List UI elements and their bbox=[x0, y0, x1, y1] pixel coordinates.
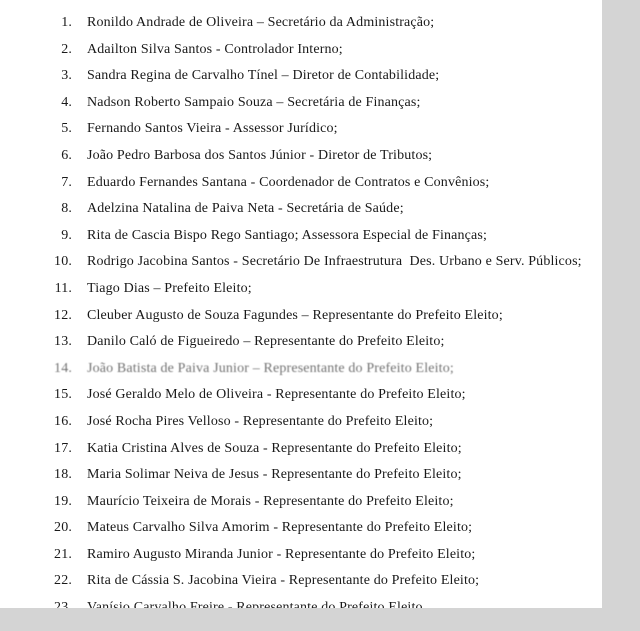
scan-edge-right bbox=[602, 0, 640, 631]
item-text: Adailton Silva Santos - Controlador Interno; bbox=[87, 41, 343, 57]
item-number: 13. bbox=[54, 334, 72, 350]
item-text: Rita de Cássia S. Jacobina Vieira - Representante do Prefeito Eleito; bbox=[87, 573, 480, 589]
item-number: 11. bbox=[54, 280, 72, 296]
item-text: Mateus Carvalho Silva Amorim - Representante do Prefeito Eleito; bbox=[87, 520, 473, 536]
item-number: 12. bbox=[54, 307, 72, 323]
item-text: Adelzina Natalina de Paiva Neta - Secretária de Saúde; bbox=[87, 201, 404, 217]
item-text: Tiago Dias – Prefeito Eleito; bbox=[87, 280, 252, 296]
item-number: 15. bbox=[54, 387, 72, 403]
item-number: 21. bbox=[54, 546, 72, 562]
list-item bbox=[44, 356, 640, 383]
item-text: Ramiro Augusto Miranda Junior - Representante do Prefeito Eleito; bbox=[87, 546, 476, 562]
item-text: Cleuber Augusto de Souza Fagundes – Representante do Prefeito Eleito; bbox=[87, 307, 503, 323]
item-number: 16. bbox=[54, 413, 72, 429]
item-number: 10. bbox=[54, 254, 72, 270]
item-number: 7. bbox=[61, 174, 72, 190]
list-item bbox=[44, 116, 640, 143]
item-text: Sandra Regina de Carvalho Tínel – Diretor de Contabilidade; bbox=[87, 68, 440, 84]
item-text: Danilo Caló de Figueiredo – Representante do Prefeito Eleito; bbox=[87, 334, 445, 350]
item-number: 18. bbox=[54, 467, 72, 483]
list-item bbox=[44, 196, 640, 223]
item-number: 19. bbox=[54, 493, 72, 509]
list-item bbox=[44, 63, 640, 90]
scan-edge-bottom bbox=[0, 608, 640, 631]
item-text: Fernando Santos Vieira - Assessor Jurídico; bbox=[87, 121, 338, 137]
item-number: 4. bbox=[61, 94, 72, 110]
item-number: 3. bbox=[61, 68, 72, 84]
item-text: Ronildo Andrade de Oliveira – Secretário da Administração; bbox=[87, 15, 435, 30]
item-number: 1. bbox=[61, 15, 72, 30]
list-item bbox=[44, 249, 640, 276]
item-text: João Batista de Paiva Junior – Representante do Prefeito Eleito; bbox=[87, 360, 454, 376]
item-number: 2. bbox=[61, 41, 72, 57]
list-item bbox=[44, 436, 640, 463]
list-item bbox=[44, 223, 640, 250]
list-item bbox=[44, 462, 640, 489]
item-number: 5. bbox=[61, 121, 72, 137]
item-text: Nadson Roberto Sampaio Souza – Secretária de Finanças; bbox=[87, 94, 421, 110]
item-text: João Pedro Barbosa dos Santos Júnior - Diretor de Tributos; bbox=[87, 147, 433, 163]
item-text: Rita de Cascia Bispo Rego Santiago; Assessora Especial de Finanças; bbox=[87, 227, 488, 243]
item-text: Katia Cristina Alves de Souza - Representante do Prefeito Eleito; bbox=[87, 440, 462, 456]
list-item bbox=[44, 489, 640, 516]
list-item bbox=[44, 37, 640, 64]
item-text: Maurício Teixeira de Morais - Representante do Prefeito Eleito; bbox=[87, 493, 454, 509]
item-text: Maria Solimar Neiva de Jesus - Representante do Prefeito Eleito; bbox=[87, 467, 462, 483]
list-item bbox=[44, 409, 640, 436]
item-number: 17. bbox=[54, 440, 72, 456]
list-item bbox=[44, 542, 640, 569]
list-item bbox=[44, 170, 640, 197]
item-text: José Rocha Pires Velloso - Representante do Prefeito Eleito; bbox=[87, 413, 434, 429]
item-text: Rodrigo Jacobina Santos - Secretário De Infraestrutura Des. Urbano e Serv. Públicos; bbox=[87, 254, 582, 270]
item-number: 22. bbox=[54, 573, 72, 589]
item-number: 20. bbox=[54, 520, 72, 536]
list-item bbox=[44, 515, 640, 542]
list-item bbox=[44, 568, 640, 595]
item-number: 14. bbox=[54, 360, 72, 376]
item-text: Eduardo Fernandes Santana - Coordenador de Contratos e Convênios; bbox=[87, 174, 490, 190]
list-item bbox=[44, 143, 640, 170]
list-item bbox=[44, 10, 640, 37]
item-text: José Geraldo Melo de Oliveira - Representante do Prefeito Eleito; bbox=[87, 387, 466, 403]
list-item bbox=[44, 276, 640, 303]
list-item bbox=[44, 90, 640, 117]
item-number: 6. bbox=[61, 147, 72, 163]
list-item bbox=[44, 329, 640, 356]
item-number: 8. bbox=[61, 201, 72, 217]
list-item bbox=[44, 303, 640, 330]
list-item bbox=[44, 382, 640, 409]
item-number: 9. bbox=[61, 227, 72, 243]
